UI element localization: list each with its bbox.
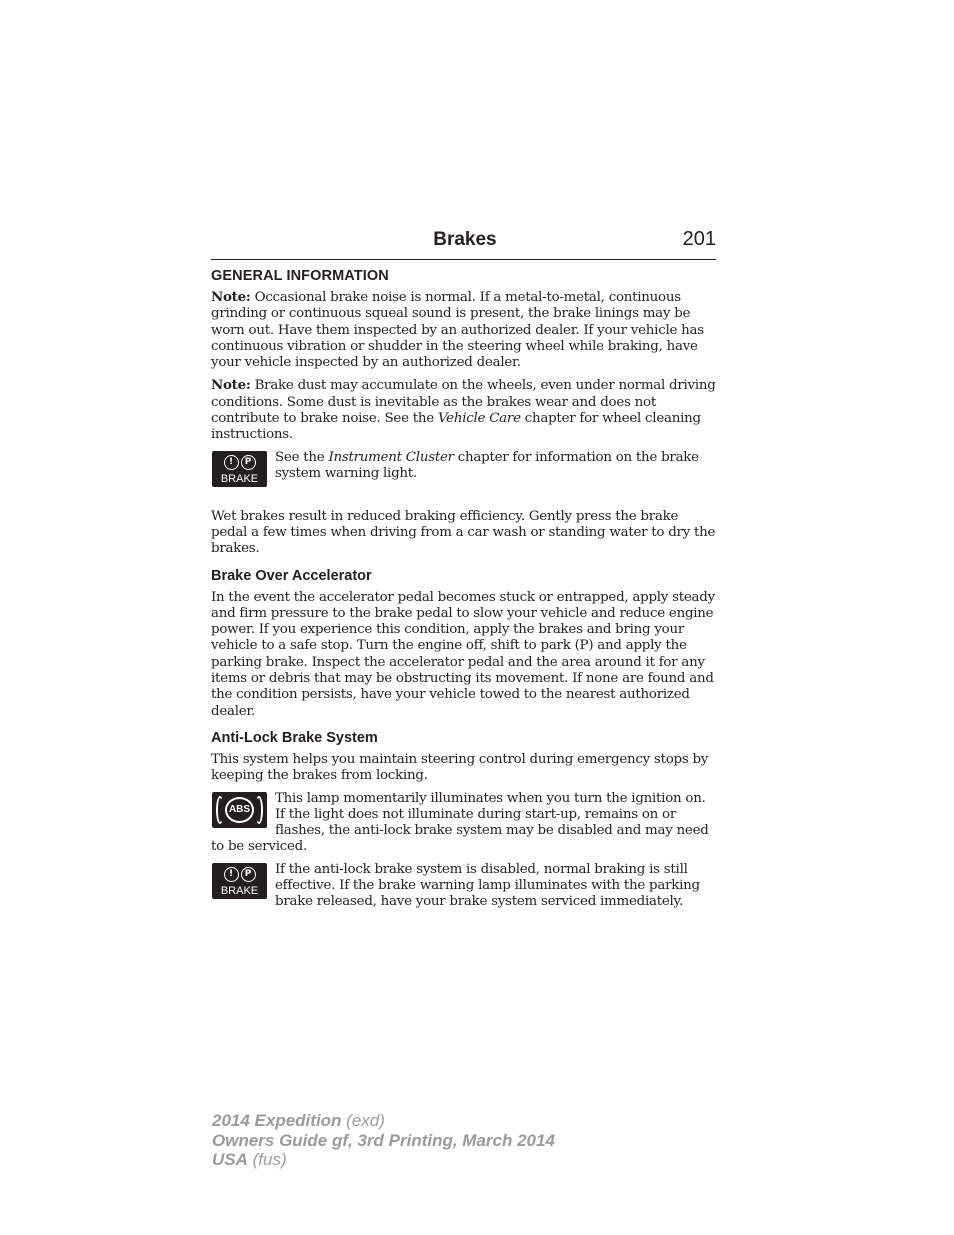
footer-line-region [212, 1150, 555, 1170]
footer-region: USA [212, 1150, 248, 1169]
page-footer [212, 1111, 555, 1170]
brake-warning-text [211, 450, 716, 483]
note-label: Note: [211, 289, 251, 305]
brake-warning-icon [212, 451, 267, 487]
exclamation-circle-icon: ! [224, 867, 239, 882]
wet-brakes-paragraph: Wet brakes result in reduced braking efficiency. Gently press the brake pedal a few times when driving from a car wash or standing water to dry the brakes. [211, 508, 716, 557]
note-text: Occasional brake noise is normal. If a metal-to-metal, continuous grinding or continuous squeal sound is present, the brake linings may be worn out. Have them inspected by an authorized dealer. If your vehicle has continuous vibration or shudder in the steering wheel while braking, have your vehicle inspected by an authorized dealer. [211, 290, 704, 371]
abs-intro-paragraph: This system helps you maintain steering control during emergency stops by keeping the brakes from locking. [211, 751, 709, 784]
exclamation-circle-icon: ! [224, 455, 239, 470]
abs-icon [212, 792, 267, 828]
footer-guide: Owners Guide gf, 3rd Printing, March 2014 [212, 1130, 555, 1150]
note-brake-dust [211, 377, 716, 443]
footer-model-code: (exd) [341, 1111, 385, 1130]
manual-page [211, 228, 716, 917]
abs-disabled-paragraph [211, 862, 716, 911]
text: chapter for information on the brake system warning light. [275, 449, 699, 481]
anti-lock-brake-system-heading: Anti-Lock Brake System [211, 729, 378, 746]
text: See the [275, 449, 329, 465]
parking-circle-icon: P [241, 455, 256, 470]
parking-circle-icon: P [241, 867, 256, 882]
brake-over-accelerator-heading: Brake Over Accelerator [211, 567, 372, 584]
footer-region-code: (fus) [247, 1150, 287, 1169]
page-number: 201 [682, 228, 716, 250]
note-label: Note: [211, 377, 251, 394]
brake-over-accelerator-paragraph: In the event the accelerator pedal becomes stuck or entrapped, apply steady and firm pressure to the brake pedal to slow your vehicle and reduce engine power. If you experience this condition, apply the brakes and bring your vehicle to a safe stop. Turn the engine off, shift to park (P) and apply the parking brake. Inspect the accelerator pedal and the area around it for any items or debris that may be obstructing its movement. If none are found and the condition persists, have your vehicle towed to the nearest authorized dealer. [211, 589, 715, 719]
general-information-heading: GENERAL INFORMATION [211, 268, 389, 284]
brake-icon-word: BRAKE [220, 884, 259, 897]
note-brake-noise [211, 289, 716, 371]
abs-disabled-text: If the anti-lock brake system is disabled, normal braking is still effective. If the brake warning lamp illuminates with the parking brake released, have your brake system serviced immediately. [275, 861, 700, 910]
vehicle-care-reference: Vehicle Care [437, 411, 521, 427]
instrument-cluster-reference: Instrument Cluster [328, 449, 454, 465]
footer-model: 2014 Expedition [212, 1111, 342, 1130]
abs-lamp-paragraph [211, 791, 716, 856]
abs-label: ABS [225, 797, 254, 823]
footer-line-guide [212, 1131, 555, 1151]
brake-warning-icon [212, 863, 267, 899]
page-header [211, 228, 716, 260]
abs-lamp-text: This lamp momentarily illuminates when you turn the ignition on. If the light does not illuminate during start-up, remains on or flashes, the anti-lock brake system may be disabled and may need to be serviced. [211, 790, 709, 855]
section-title: Brakes [433, 229, 497, 250]
brake-warning-paragraph [211, 450, 716, 489]
footer-line-model [212, 1111, 555, 1131]
brake-icon-word: BRAKE [220, 472, 259, 485]
note-text: Brake dust may accumulate on the wheels, even under normal driving conditions. Some dust is inevitable as the brakes wear and does not contribute to brake noise. See the [211, 378, 716, 427]
note-text: chapter for wheel cleaning instructions. [211, 411, 701, 443]
